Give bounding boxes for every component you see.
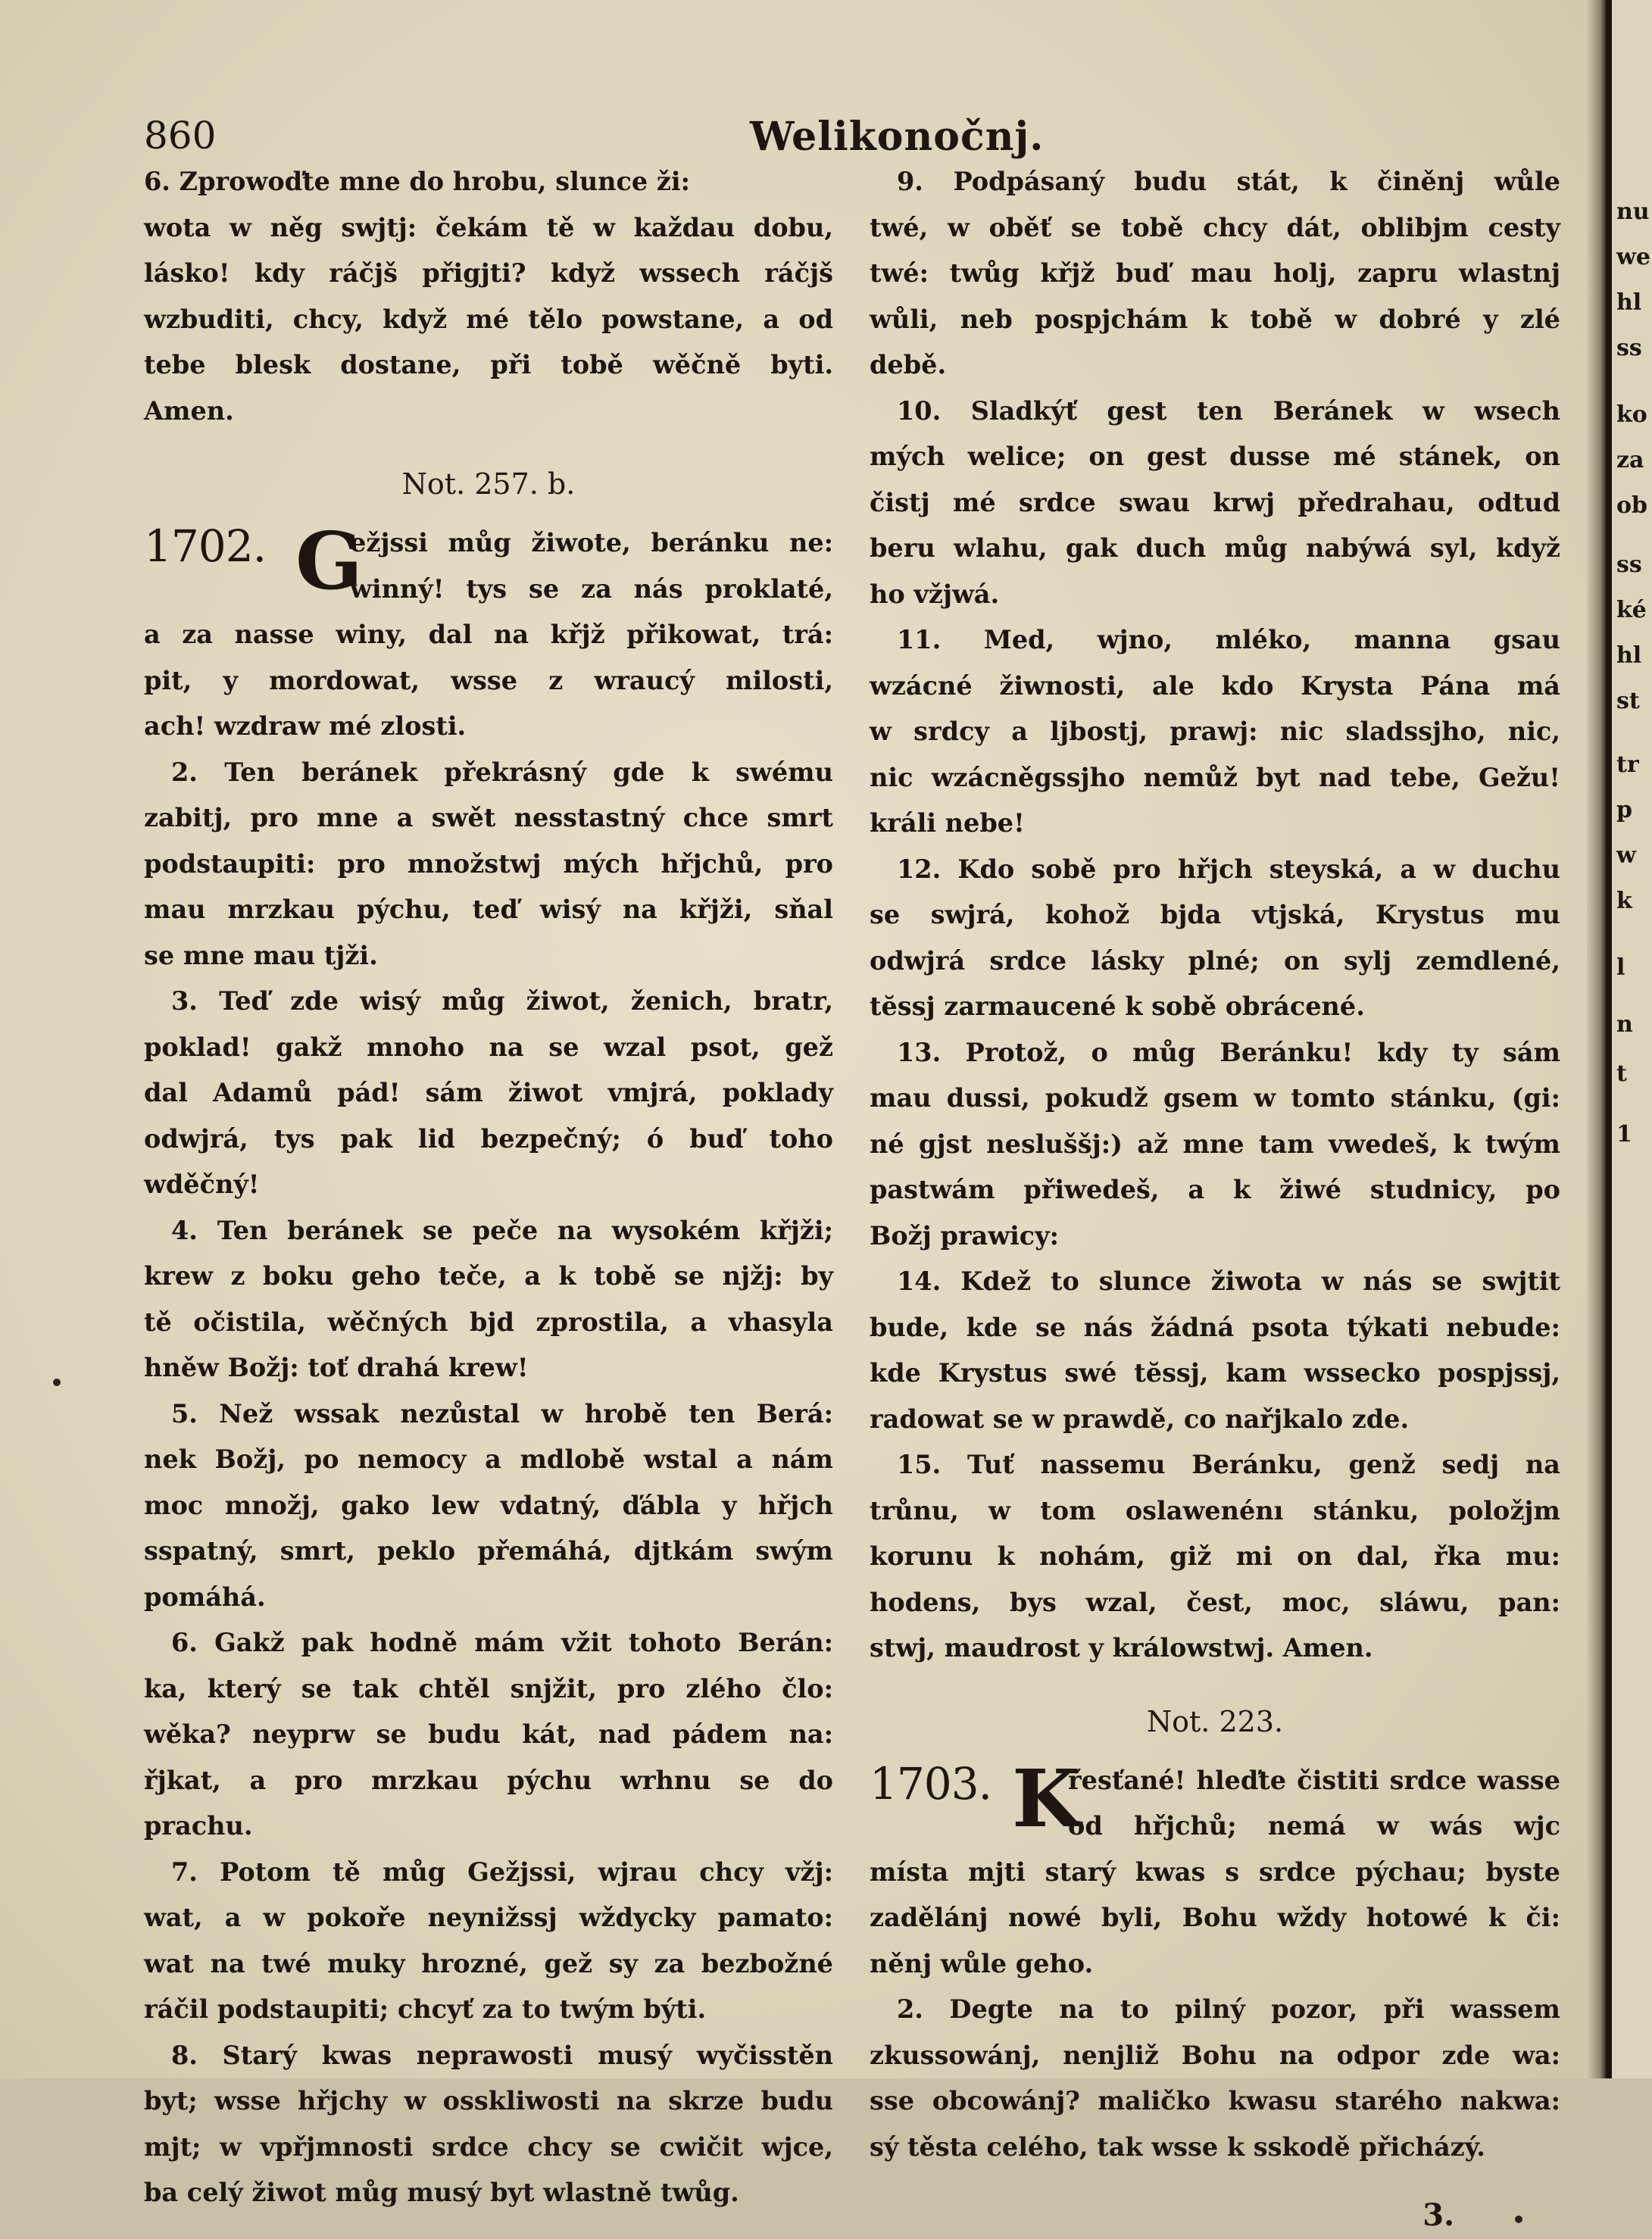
text-line: nek Božj, po nemocy a mdlobě wstal a nám xyxy=(144,1444,833,1474)
next-page-edge xyxy=(1612,0,1652,2078)
text-line: stwj, maudrost y králowstwj. Amen. xyxy=(870,1633,1373,1663)
text-line: ho vžjwá. xyxy=(870,579,1000,609)
text-line: poklad! gakž mnoho na se wzal psot, gež xyxy=(144,1032,833,1062)
text-line: 14. Kdež to slunce žiwota w nás se swjtit xyxy=(897,1266,1560,1296)
text-line: čistj mé srdce swau krwj předrahau, odtud xyxy=(870,487,1560,517)
text-line: podstaupiti: pro množstwj mých hřjchů, pro xyxy=(144,848,833,879)
text-line: w srdcy a ljbostj, prawj: nic sladssjho, nic, xyxy=(870,717,1560,746)
text-line: zkussowánj, nenjliž Bohu na odpor zde wa: xyxy=(870,2040,1560,2070)
text-line: ráčil podstaupiti; chcyť za to twým býti. xyxy=(144,1994,707,2024)
text-line: 15. Tuť nassemu Beránku, genž sedj na xyxy=(897,1450,1560,1479)
text-line: se mne mau tjži. xyxy=(144,940,378,970)
text-line: 13. Protož, o můg Beránku! kdy ty sám xyxy=(897,1037,1560,1067)
text-line: Amen. xyxy=(144,395,234,426)
text-line: 10. Sladkýť gest ten Beránek w wsech xyxy=(897,395,1560,426)
page-number: 860 xyxy=(144,114,217,158)
text-line: pomáhá. xyxy=(144,1582,266,1612)
text-line: 6. Gakž pak hodně mám vžit tohoto Berán: xyxy=(171,1628,833,1657)
text-line: ka, který se tak chtěl snjžit, pro zlého člo: xyxy=(144,1673,833,1703)
hymn-1702-continued xyxy=(870,159,1560,1672)
text-line: wzácné žiwnosti, ale kdo Krysta Pána má xyxy=(870,670,1560,701)
text-line: byt; wsse hřjchy w osskliwosti na skrze budu xyxy=(144,2086,833,2116)
text-line: králi nebe! xyxy=(870,808,1025,838)
text-line: wůli, neb pospjchám k tobě w dobré y zlé xyxy=(870,304,1560,334)
text-line: ach! wzdraw mé zlosti. xyxy=(144,711,467,741)
left-column xyxy=(144,159,833,2216)
fragment: hl xyxy=(1616,289,1642,316)
text-line: zadělánj nowé byli, Bohu wždy hotowé k či: xyxy=(870,1903,1560,1932)
right-column xyxy=(870,159,1560,2238)
page-header xyxy=(144,114,1553,159)
fragment: hl xyxy=(1616,642,1642,669)
fragment: ko xyxy=(1616,401,1647,428)
text-line: wzbuditi, chcy, když mé tělo powstane, a od xyxy=(144,304,833,334)
text-line: Božj prawicy: xyxy=(870,1220,1060,1251)
fragment: tr xyxy=(1616,751,1639,778)
text-line: ežjssi můg žiwote, beránku ne: xyxy=(350,528,833,557)
text-line: pastwám přiwedeš, a k žiwé studnicy, po xyxy=(870,1175,1560,1204)
text-line: beru wlahu, gak duch můg nabýwá syl, když xyxy=(870,533,1560,563)
text-line: hněw Božj: toť drahá krew! xyxy=(144,1353,529,1382)
fragment: w xyxy=(1616,842,1636,869)
text-line: pit, y mordowat, wsse z wraucý milosti, xyxy=(144,665,833,695)
text-line: mau dussi, pokudž gsem w tomto stánku, (gi: xyxy=(870,1083,1560,1113)
fragment: 1 xyxy=(1616,1121,1632,1148)
fragment: ss xyxy=(1616,551,1642,578)
text-line: zabitj, pro mne a swět nesstastný chce smrt xyxy=(144,803,833,832)
text-line: 5. Než wssak nezůstal w hrobě ten Berá: xyxy=(171,1398,833,1429)
fragment: st xyxy=(1616,688,1640,714)
text-line: odwjrá, tys pak lid bezpečný; ó buď toho xyxy=(144,1123,833,1154)
text-line: mjt; w vpřjmnosti srdce chcy se cwičit wjce, xyxy=(144,2131,833,2162)
fragment: l xyxy=(1616,954,1625,981)
text-line: wěka? neyprw se budu kát, nad pádem na: xyxy=(144,1719,833,1749)
text-line: winný! tys se za nás proklaté, xyxy=(350,573,833,604)
fragment: p xyxy=(1616,797,1632,823)
text-line: řjkat, a pro mrzkau pýchu wrhnu se do xyxy=(144,1765,833,1795)
hymn-1702 xyxy=(144,514,833,2216)
text-line: 3. Teď zde wisý můg žiwot, ženich, bratr, xyxy=(171,986,833,1016)
drop-cap: K xyxy=(1012,1751,1081,1845)
text-line: 4. Ten beránek se peče na wysokém křjži; xyxy=(171,1215,833,1245)
text-line: debě. xyxy=(870,350,947,379)
hymn-1703 xyxy=(870,1751,1560,2171)
drop-cap: G xyxy=(295,514,363,607)
text-line: sse obcowánj? maličko kwasu starého nakwa: xyxy=(870,2086,1560,2116)
running-title: Welikonočnj. xyxy=(750,114,1045,160)
catchword: 3. xyxy=(1422,2197,1454,2233)
fragment: za xyxy=(1616,447,1644,473)
text-line: sý těsta celého, tak wsse k sskodě přicházý. xyxy=(870,2131,1485,2162)
hymn-number: 1702. xyxy=(144,520,267,572)
book-gutter xyxy=(1587,0,1606,2078)
text-line: něnj wůle geho. xyxy=(870,1948,1094,1978)
text-line: dal Adamů pád! sám žiwot vmjrá, poklady xyxy=(144,1078,833,1107)
hymn-1701-tail xyxy=(144,159,833,434)
text-line: lásko! kdy ráčjš přigjti? když wssech ráčjš xyxy=(144,258,833,288)
note-heading: Not. 257. b. xyxy=(401,467,576,501)
text-line: twé, w oběť se tobě chcy dát, oblibjm cesty xyxy=(870,212,1560,242)
fragment: ss xyxy=(1616,335,1642,361)
fragment: ké xyxy=(1616,597,1647,623)
fragment: ob xyxy=(1616,492,1647,519)
fragment: we xyxy=(1616,244,1650,270)
text-line: mau mrzkau pýchu, teď wisý na křjži, sňal xyxy=(144,895,833,924)
text-line: 11. Med, wjno, mléko, manna gsau xyxy=(897,625,1560,654)
fragment: nu xyxy=(1616,198,1650,225)
text-line: 9. Podpásaný budu stát, k činěnj wůle xyxy=(897,167,1560,196)
text-line: ba celý žiwot můg musý byt wlastně twůg. xyxy=(144,2178,739,2207)
text-line: né gjst nesluššj:) až mne tam vwedeš, k twým xyxy=(870,1129,1560,1159)
text-line: twé: twůg křjž buď mau holj, zapru wlastnj xyxy=(870,258,1560,288)
text-line: radowat se w prawdě, co nařjkalo zde. xyxy=(870,1404,1410,1434)
text-line: 12. Kdo sobě pro hřjch steyská, a w duchu xyxy=(897,854,1560,884)
note-heading: Not. 223. xyxy=(1146,1704,1284,1738)
text-line: od hřjchů; nemá w wás wjc xyxy=(1068,1811,1560,1841)
text-line: řesťané! hleďte čistiti srdce wasse xyxy=(1068,1765,1560,1795)
text-line: moc množj, gako lew vdatný, ďábla y hřjch xyxy=(144,1490,833,1520)
text-line: kde Krystus swé tĕssj, kam wssecko pospjssj, xyxy=(870,1358,1560,1388)
text-line: 7. Potom tě můg Gežjssi, wjrau chcy vžj: xyxy=(171,1856,833,1887)
text-line: nic wzácněgssjho nemůž byt nad tebe, Gežu! xyxy=(870,762,1560,792)
text-line: tě očistila, wěčných bjd zprostila, a vhasyla xyxy=(144,1307,833,1337)
text-line: wat, a w pokoře neynižssj wždycky pamato: xyxy=(144,1903,833,1932)
text-line: tebe blesk dostane, při tobě wěčně byti. xyxy=(144,350,833,379)
text-line: mých welice; on gest dusse mé stánek, on xyxy=(870,442,1560,471)
text-line: odwjrá srdce lásky plné; on sylj zemdlené, xyxy=(870,945,1560,976)
text-line: wota w něg swjtj: čekám tě w každau dobu, xyxy=(144,212,833,242)
fragment: t xyxy=(1616,1060,1627,1087)
fragment: n xyxy=(1616,1011,1633,1038)
text-line: hodens, bys wzal, čest, moc, sláwu, pan: xyxy=(870,1587,1560,1617)
text-line: 2. Degte na to pilný pozor, při wassem xyxy=(897,1994,1560,2024)
text-line: 8. Starý kwas neprawosti musý wyčisstěn xyxy=(171,2040,833,2070)
text-line: sspatný, smrt, peklo přemáhá, djtkám swým xyxy=(144,1536,833,1566)
text-line: korunu k nohám, giž mi on dal, řka mu: xyxy=(870,1541,1560,1571)
text-line: a za nasse winy, dal na křjž přikowat, trá: xyxy=(144,620,833,649)
text-line: krew z boku geho teče, a k tobě se njžj: by xyxy=(144,1261,833,1291)
ink-speck xyxy=(53,1379,61,1386)
text-line: trůnu, w tom oslawenénı stánku, položjm xyxy=(870,1495,1560,1525)
text-line: se swjrá, kohož bjda vtjská, Krystus mu xyxy=(870,900,1560,929)
text-line: 6. Zprowoďte mne do hrobu, slunce ži: xyxy=(144,167,691,196)
text-line: prachu. xyxy=(144,1811,253,1841)
text-line: wat na twé muky hrozné, gež sy za bezbožné xyxy=(144,1948,833,1978)
fragment: k xyxy=(1616,888,1632,914)
hymn-number: 1703. xyxy=(870,1757,992,1810)
text-line: místa mjti starý kwas s srdce pýchau; byste xyxy=(870,1856,1560,1887)
text-line: bude, kde se nás žádná psota týkati nebude: xyxy=(870,1312,1560,1342)
text-line: tĕssj zarmaucené k sobě obrácené. xyxy=(870,991,1365,1021)
text-line: 2. Ten beránek překrásný gde k swému xyxy=(171,757,833,787)
ink-speck xyxy=(1515,2216,1522,2223)
text-line: wděčný! xyxy=(144,1169,260,1199)
